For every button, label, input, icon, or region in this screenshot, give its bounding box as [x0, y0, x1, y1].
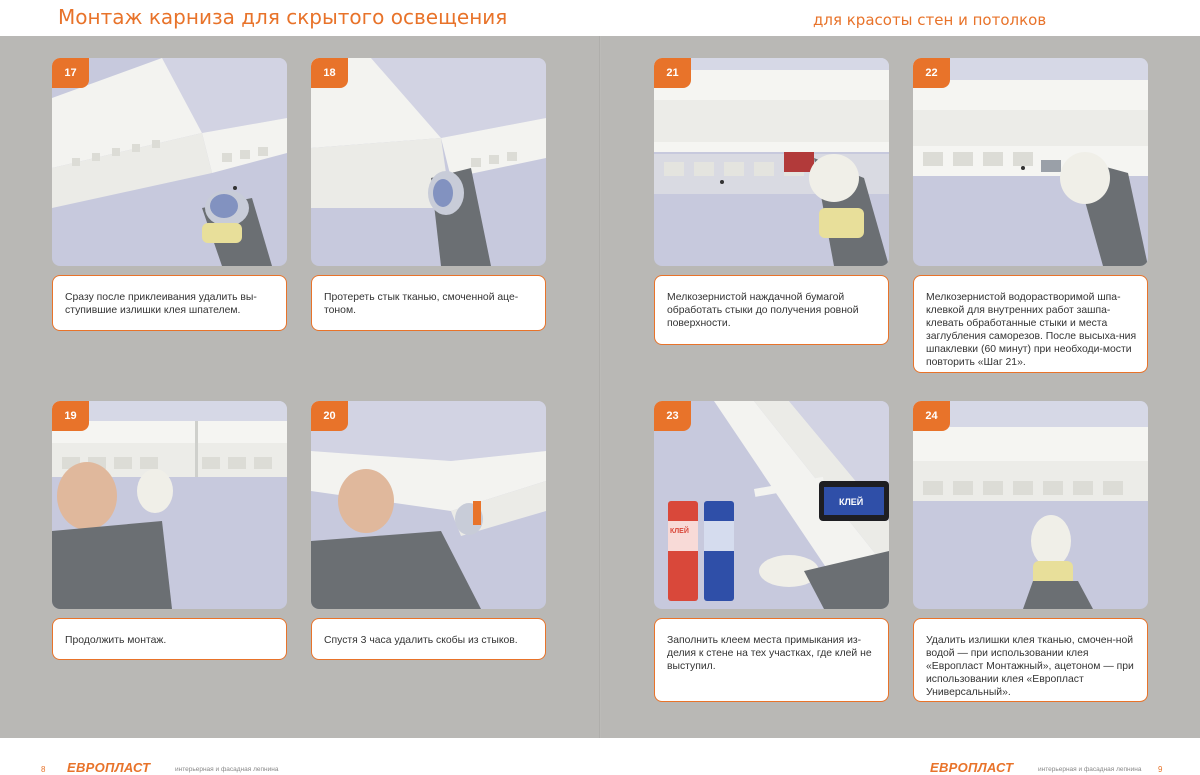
step-22-photo [913, 58, 1148, 266]
tube-label: КЛЕЙ [670, 528, 689, 535]
step-number-badge: 21 [654, 58, 691, 88]
step-21-photo [654, 58, 889, 266]
step-22-caption: Мелкозернистой водорастворимой шпа-клевкой для внутренних работ зашпа-клевать обработанные стыки и места заглубления саморезов. После высыха-ния шпаклевки (60 минут) при необходи-мости повторить «Шаг 21». [913, 275, 1148, 373]
step-20-photo [311, 401, 546, 609]
step-17-caption: Сразу после приклеивания удалить вы-ступившие излишки клея шпателем. [52, 275, 287, 331]
step-17-photo [52, 58, 287, 266]
page-spine [599, 36, 601, 738]
brand-tagline-left: интерьерная и фасадная лепнина [175, 766, 279, 773]
step-number-badge: 23 [654, 401, 691, 431]
right-page-number: 9 [1158, 765, 1163, 774]
step-number-badge: 18 [311, 58, 348, 88]
brand-tagline-right: интерьерная и фасадная лепнина [1038, 766, 1142, 773]
step-number-badge: 19 [52, 401, 89, 431]
step-number-badge: 17 [52, 58, 89, 88]
step-23-caption: Заполнить клеем места примыкания из-делия к стене на тех участках, где клей не выступил. [654, 618, 889, 702]
step-number-badge: 24 [913, 401, 950, 431]
brand-logo-right: ЕВРОПЛАСТ [930, 760, 1014, 775]
step-19-caption: Продолжить монтаж. [52, 618, 287, 660]
step-18-caption: Протереть стык тканью, смоченной аце-тоном. [311, 275, 546, 331]
step-20-caption: Спустя 3 часа удалить скобы из стыков. [311, 618, 546, 660]
page-header [0, 0, 1200, 36]
step-number-badge: 22 [913, 58, 950, 88]
page-title: Монтаж карниза для скрытого освещения [58, 5, 508, 29]
step-24-caption: Удалить излишки клея тканью, смочен-ной водой — при использовании клея «Европласт Монтажный», ацетоном — при использовании клея «Европласт Универсальный». [913, 618, 1148, 702]
step-21-caption: Мелкозернистой наждачной бумагой обработать стыки до получения ровной поверхности. [654, 275, 889, 345]
step-18-photo [311, 58, 546, 266]
left-page-number: 8 [41, 765, 46, 774]
gun-label: КЛЕЙ [839, 497, 864, 507]
step-19-photo [52, 401, 287, 609]
step-23-photo [654, 401, 889, 609]
page-subtitle: для красоты стен и потолков [813, 11, 1047, 29]
brand-logo-left: ЕВРОПЛАСТ [67, 760, 151, 775]
step-24-photo [913, 401, 1148, 609]
step-number-badge: 20 [311, 401, 348, 431]
